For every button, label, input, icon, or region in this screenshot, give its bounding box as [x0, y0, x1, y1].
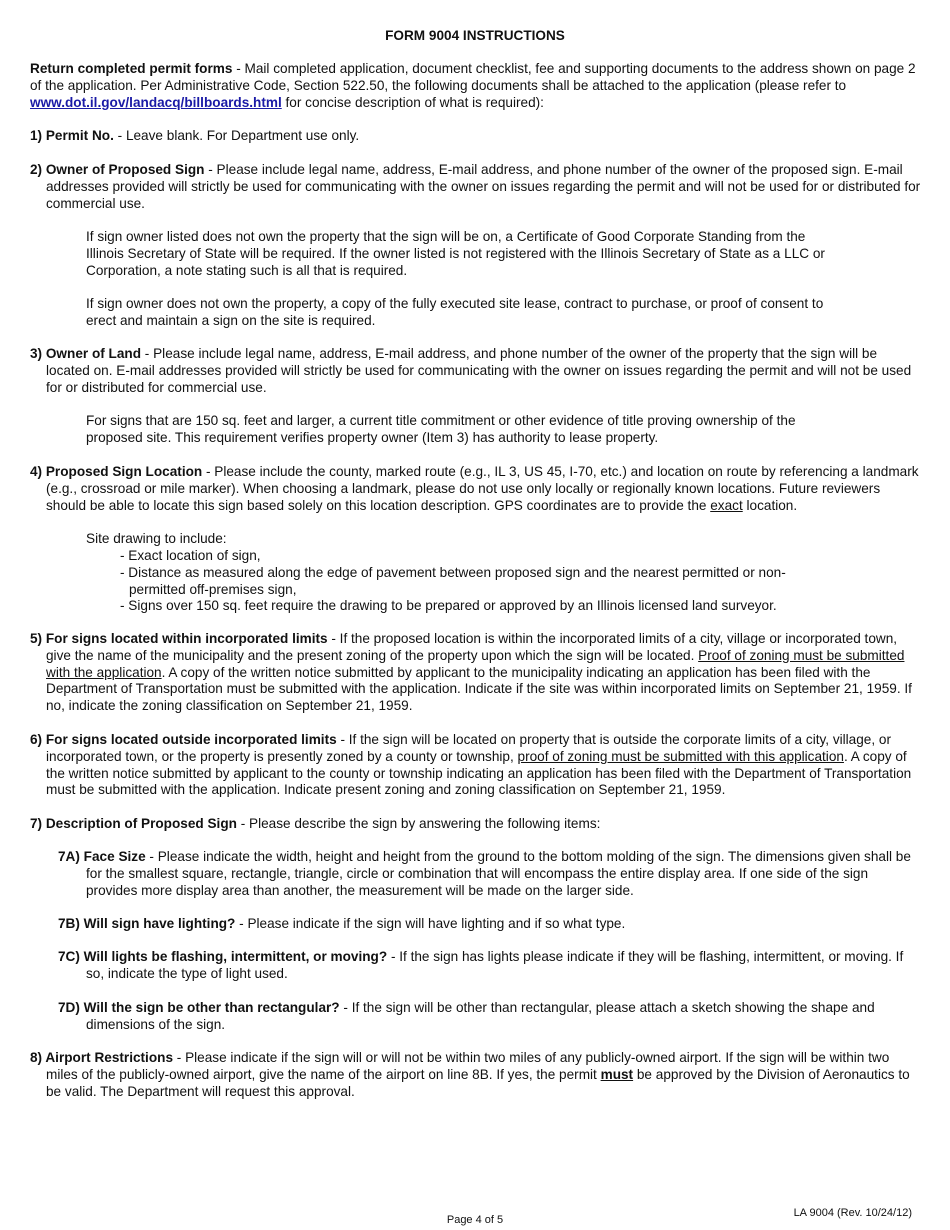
item-2-owner-of-sign: 2) Owner of Proposed Sign - Please include legal name, address, E-mail address, and phone number of the owner of the proposed sign. E-mail addresses provided will strictly be used for communicating with the owner on issues regarding the permit and will not be used for or distributed for commercial use. — [30, 162, 921, 211]
item-7-description: 7) Description of Proposed Sign - Please describe the sign by answering the following items: — [30, 816, 601, 831]
list-item: - Signs over 150 sq. feet require the drawing to be prepared or approved by an Illinois licensed land surveyor. — [120, 598, 777, 614]
item-6-outside-limits: 6) For signs located outside incorporated limits - If the sign will be located on property that is outside the corporate limits of a city, village, or incorporated town, or the property is presently zoned by a county or township, proof of zoning must be submitted with this application. A copy of the written notice submitted by applicant to the county or township indicating an application has been filed with the Department of Transportation must be submitted with the application. Indicate present zoning and zoning classification on September 21, 1959. — [30, 732, 912, 798]
item-7d-shape: 7D) Will the sign be other than rectangular? - If the sign will be other than rectangular, please attach a sketch showing the shape and dimensions of the sign. — [58, 1000, 875, 1032]
item-7c-flashing: 7C) Will lights be flashing, intermittent, or moving? - If the sign has lights please indicate if they will be flashing, intermittent, or moving. If so, indicate the type of light used. — [58, 949, 904, 981]
intro-heading: Return completed permit forms — [30, 61, 233, 76]
list-item: - Exact location of sign, — [120, 548, 261, 563]
item-4-sign-location: 4) Proposed Sign Location - Please include the county, marked route (e.g., IL 3, US 45, I-70, etc.) and location on route by referencing a landmark (e.g., crossroad or mile marker). When choosing a landmark, please do not use only locally or regionally known locations. Future reviewers should be able to locate this sign based solely on this location description. GPS coordinates are to provide the exact location. — [30, 464, 919, 513]
intro-paragraph: Return completed permit forms - Mail completed application, document checklist, fee and supporting documents to the address shown on page 2 of the application. Per Administrative Code, Section 522.50, the following documents shall be attached to the application (please refer to www.dot.il.gov/landacq/billboards.html for concise description of what is required): — [30, 61, 916, 110]
item-7b-lighting: 7B) Will sign have lighting? - Please indicate if the sign will have lighting and if so what type. — [58, 916, 626, 931]
page-title: FORM 9004 INSTRUCTIONS — [385, 28, 565, 43]
item-8-airport: 8) Airport Restrictions - Please indicate if the sign will or will not be within two miles of any publicly-owned airport. If the sign will be within two miles of the publicly-owned airport, give the name of the airport on line 8B. If yes, the permit must be approved by the Division of Aeronautics to be valid. The Department will request this approval. — [30, 1050, 910, 1099]
item-3-owner-of-land: 3) Owner of Land - Please include legal name, address, E-mail address, and phone number of the owner of the property that the sign will be located on. E-mail addresses provided will strictly be used for communicating with the owner on issues regarding the permit and will not be used for or distributed for commercial use. — [30, 346, 912, 395]
form-revision: LA 9004 (Rev. 10/24/12) — [793, 1207, 912, 1219]
item-5-within-limits: 5) For signs located within incorporated limits - If the proposed location is within the incorporated limits of a city, village or incorporated town, give the name of the municipality and the present zoning of the property upon which the sign will be located. Proof of zoning must be submitted with the application. A copy of the written notice submitted by applicant to the municipality indicating an application has been filed with the Department of Transportation must be submitted with the application. Indicate if the site was within incorporated limits on September 21, 1959. If no, indicate the zoning classification on September 21, 1959. — [30, 631, 912, 714]
item-2-note-lease: If sign owner does not own the property, a copy of the fully executed site lease, contract to purchase, or proof of consent to erect and maintain a sign on the site is required. — [86, 296, 824, 328]
site-drawing-heading: Site drawing to include: — [86, 531, 227, 546]
list-item: - Distance as measured along the edge of pavement between proposed sign and the nearest permitted or non-permitted off-premises sign, — [120, 564, 786, 597]
item-3-note-title: For signs that are 150 sq. feet and larger, a current title commitment or other evidence of title proving ownership of the proposed site. This requirement verifies property owner (Item 3) has authority to lease property. — [86, 413, 796, 445]
item-1-permit-no: 1) Permit No. - Leave blank. For Department use only. — [30, 128, 360, 143]
item-7a-face-size: 7A) Face Size - Please indicate the width, height and height from the ground to the bottom molding of the sign. The dimensions given shall be for the smallest square, rectangle, triangle, circle or combination that will encompass the entire display area. If one side of the sign provides more display area than another, the measurement will be made on the larger side. — [58, 849, 911, 898]
item-2-note-corporate: If sign owner listed does not own the property that the sign will be on, a Certificate of Good Corporate Standing from the Illinois Secretary of State will be required. If the owner listed is not registered with the Illinois Secretary of State as a LLC or Corporation, a note stating such is all that is required. — [86, 229, 825, 278]
page-number: Page 4 of 5 — [446, 1214, 504, 1226]
site-drawing-list — [120, 548, 840, 615]
billboards-link[interactable]: www.dot.il.gov/landacq/billboards.html — [30, 94, 282, 110]
